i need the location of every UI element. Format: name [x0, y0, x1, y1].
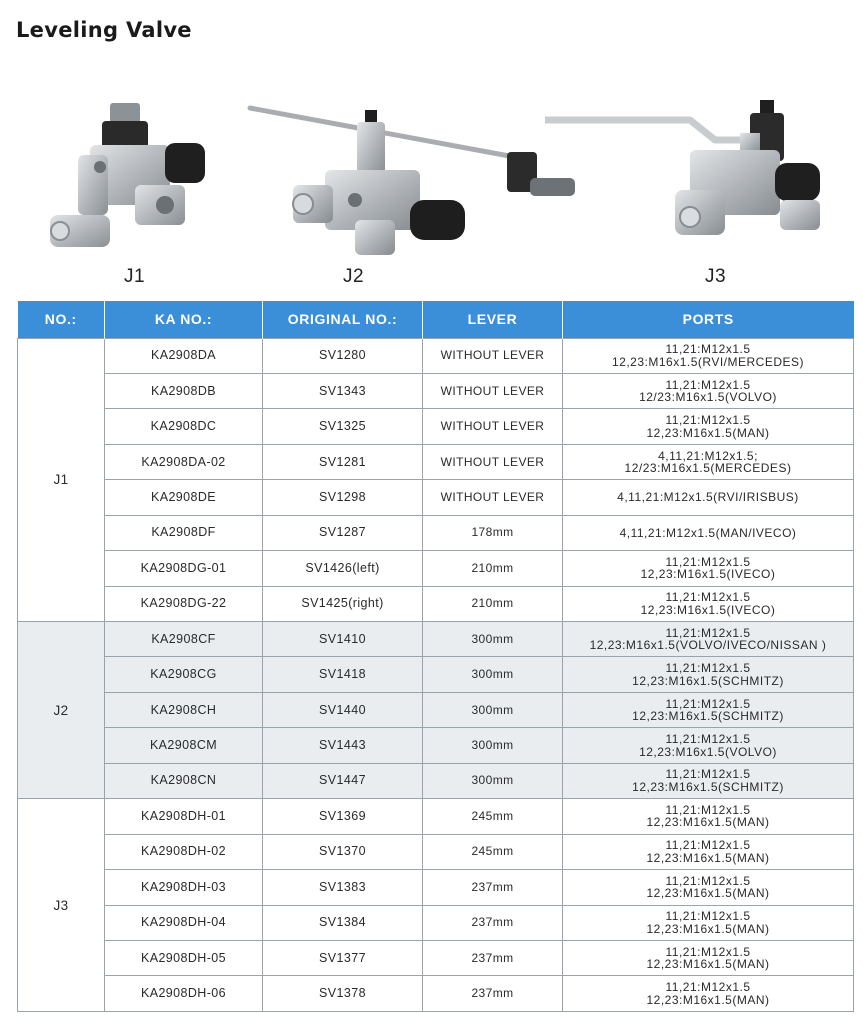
original-no-cell: SV1377	[263, 940, 423, 975]
original-no-cell: SV1370	[263, 834, 423, 869]
page-title: Leveling Valve	[16, 18, 192, 42]
original-no-cell: SV1443	[263, 728, 423, 763]
ports-cell	[563, 870, 854, 905]
product-image-j2	[245, 100, 585, 265]
ports-line: 4,11,21:M12x1.5;	[658, 448, 758, 463]
ports-line: 11,21:M12x1.5	[665, 377, 751, 392]
lever-cell: 300mm	[423, 692, 563, 727]
table-row	[18, 905, 854, 940]
ports-cell	[563, 622, 854, 657]
ports-line: 11,21:M12x1.5	[665, 838, 751, 853]
product-image-j1	[40, 95, 230, 260]
table-row	[18, 657, 854, 692]
original-no-cell: SV1287	[263, 515, 423, 550]
ports-line: 12/23:M16x1.5(MERCEDES)	[624, 461, 792, 476]
ka-no-cell: KA2908DH-02	[105, 834, 263, 869]
ports-line: 4,11,21:M12x1.5(RVI/IRISBUS)	[617, 490, 799, 505]
ports-line: 12,23:M16x1.5(MAN)	[646, 886, 770, 901]
ports-line: 11,21:M12x1.5	[665, 873, 751, 888]
ka-no-cell: KA2908DH-06	[105, 976, 263, 1011]
ports-cell	[563, 338, 854, 373]
ports-cell	[563, 373, 854, 408]
table-row	[18, 480, 854, 515]
lever-cell: 178mm	[423, 515, 563, 550]
lever-cell: 210mm	[423, 551, 563, 586]
ports-line: 12,23:M16x1.5(SCHMITZ)	[632, 673, 784, 688]
ports-line: 11,21:M12x1.5	[665, 802, 751, 817]
product-image-j3	[540, 95, 840, 260]
ports-line: 12,23:M16x1.5(MAN)	[646, 425, 770, 440]
ka-no-cell: KA2908CG	[105, 657, 263, 692]
ports-line: 11,21:M12x1.5	[665, 342, 751, 357]
original-no-cell: SV1343	[263, 373, 423, 408]
table-body	[18, 338, 854, 1011]
ports-cell	[563, 763, 854, 798]
ports-cell	[563, 444, 854, 479]
ports-line: 11,21:M12x1.5	[665, 980, 751, 995]
ka-no-cell: KA2908DG-22	[105, 586, 263, 621]
lever-cell: 237mm	[423, 870, 563, 905]
ports-cell	[563, 905, 854, 940]
product-label-j2: J2	[343, 266, 365, 287]
table-row	[18, 870, 854, 905]
original-no-cell: SV1383	[263, 870, 423, 905]
lever-cell: 210mm	[423, 586, 563, 621]
ports-line: 12,23:M16x1.5(MAN)	[646, 992, 770, 1007]
ports-cell	[563, 834, 854, 869]
ports-cell	[563, 409, 854, 444]
header-original-no: ORIGINAL NO.:	[263, 301, 423, 338]
ports-line: 11,21:M12x1.5	[665, 554, 751, 569]
ka-no-cell: KA2908DE	[105, 480, 263, 515]
ports-line: 11,21:M12x1.5	[665, 413, 751, 428]
spec-table	[17, 301, 854, 1012]
header-ports: PORTS	[563, 301, 854, 338]
table-row	[18, 551, 854, 586]
lever-cell: 300mm	[423, 622, 563, 657]
original-no-cell: SV1384	[263, 905, 423, 940]
product-label-j1: J1	[124, 266, 146, 287]
ka-no-cell: KA2908CN	[105, 763, 263, 798]
original-no-cell: SV1426(left)	[263, 551, 423, 586]
table-row	[18, 586, 854, 621]
ports-cell	[563, 692, 854, 727]
ports-line: 11,21:M12x1.5	[665, 909, 751, 924]
ports-line: 12,23:M16x1.5(MAN)	[646, 850, 770, 865]
original-no-cell: SV1378	[263, 976, 423, 1011]
ports-line: 12,23:M16x1.5(IVECO)	[640, 567, 776, 582]
original-no-cell: SV1280	[263, 338, 423, 373]
original-no-cell: SV1440	[263, 692, 423, 727]
lever-cell: WITHOUT LEVER	[423, 373, 563, 408]
ports-line: 12,23:M16x1.5(VOLVO)	[639, 744, 777, 759]
ports-line: 11,21:M12x1.5	[665, 661, 751, 676]
ka-no-cell: KA2908DH-03	[105, 870, 263, 905]
table-row	[18, 338, 854, 373]
original-no-cell: SV1281	[263, 444, 423, 479]
table-row	[18, 692, 854, 727]
ka-no-cell: KA2908DG-01	[105, 551, 263, 586]
table-row	[18, 799, 854, 834]
ports-line: 12,23:M16x1.5(VOLVO/IVECO/NISSAN )	[589, 638, 827, 653]
original-no-cell: SV1425(right)	[263, 586, 423, 621]
ports-line: 12,23:M16x1.5(MAN)	[646, 921, 770, 936]
lever-cell: 245mm	[423, 799, 563, 834]
table-row	[18, 976, 854, 1011]
lever-cell: 300mm	[423, 763, 563, 798]
table-header-row	[18, 301, 854, 338]
lever-cell: 245mm	[423, 834, 563, 869]
ka-no-cell: KA2908CH	[105, 692, 263, 727]
ports-line: 11,21:M12x1.5	[665, 767, 751, 782]
ka-no-cell: KA2908CF	[105, 622, 263, 657]
ka-no-cell: KA2908DH-05	[105, 940, 263, 975]
ka-no-cell: KA2908DH-01	[105, 799, 263, 834]
ports-line: 12/23:M16x1.5(VOLVO)	[639, 390, 777, 405]
lever-cell: WITHOUT LEVER	[423, 480, 563, 515]
original-no-cell: SV1325	[263, 409, 423, 444]
ka-no-cell: KA2908DA	[105, 338, 263, 373]
ports-cell	[563, 728, 854, 763]
ka-no-cell: KA2908CM	[105, 728, 263, 763]
ports-line: 12,23:M16x1.5(SCHMITZ)	[632, 709, 784, 724]
lever-cell: WITHOUT LEVER	[423, 444, 563, 479]
table-row	[18, 409, 854, 444]
lever-cell: 300mm	[423, 728, 563, 763]
table-row	[18, 763, 854, 798]
original-no-cell: SV1447	[263, 763, 423, 798]
ports-line: 11,21:M12x1.5	[665, 944, 751, 959]
ports-line: 12,23:M16x1.5(MAN)	[646, 815, 770, 830]
lever-cell: WITHOUT LEVER	[423, 338, 563, 373]
ports-cell	[563, 799, 854, 834]
ports-cell	[563, 976, 854, 1011]
ports-cell	[563, 551, 854, 586]
ports-cell	[563, 480, 854, 515]
lever-cell: 237mm	[423, 905, 563, 940]
original-no-cell: SV1410	[263, 622, 423, 657]
table-row	[18, 622, 854, 657]
lever-cell: 237mm	[423, 940, 563, 975]
ports-line: 11,21:M12x1.5	[665, 696, 751, 711]
header-lever: LEVER	[423, 301, 563, 338]
table-row	[18, 373, 854, 408]
product-label-j3: J3	[705, 266, 727, 287]
lever-cell: WITHOUT LEVER	[423, 409, 563, 444]
ports-line: 12,23:M16x1.5(IVECO)	[640, 602, 776, 617]
header-no: NO.:	[18, 301, 105, 338]
table-row	[18, 515, 854, 550]
ka-no-cell: KA2908DF	[105, 515, 263, 550]
group-cell-j3: J3	[18, 799, 105, 1012]
ka-no-cell: KA2908DH-04	[105, 905, 263, 940]
original-no-cell: SV1369	[263, 799, 423, 834]
ports-cell	[563, 940, 854, 975]
ports-line: 11,21:M12x1.5	[665, 625, 751, 640]
group-cell-j1: J1	[18, 338, 105, 622]
ports-line: 12,23:M16x1.5(RVI/MERCEDES)	[611, 354, 804, 369]
ports-cell	[563, 515, 854, 550]
lever-cell: 237mm	[423, 976, 563, 1011]
ports-line: 11,21:M12x1.5	[665, 732, 751, 747]
ka-no-cell: KA2908DC	[105, 409, 263, 444]
table-row	[18, 444, 854, 479]
ports-line: 12,23:M16x1.5(SCHMITZ)	[632, 779, 784, 794]
ka-no-cell: KA2908DB	[105, 373, 263, 408]
original-no-cell: SV1418	[263, 657, 423, 692]
original-no-cell: SV1298	[263, 480, 423, 515]
group-cell-j2: J2	[18, 622, 105, 799]
ports-line: 12,23:M16x1.5(MAN)	[646, 957, 770, 972]
ports-cell	[563, 657, 854, 692]
table-row	[18, 940, 854, 975]
ka-no-cell: KA2908DA-02	[105, 444, 263, 479]
ports-cell	[563, 586, 854, 621]
table-row	[18, 834, 854, 869]
table-row	[18, 728, 854, 763]
header-ka-no: KA NO.:	[105, 301, 263, 338]
lever-cell: 300mm	[423, 657, 563, 692]
ports-line: 4,11,21:M12x1.5(MAN/IVECO)	[619, 525, 797, 540]
ports-line: 11,21:M12x1.5	[665, 590, 751, 605]
